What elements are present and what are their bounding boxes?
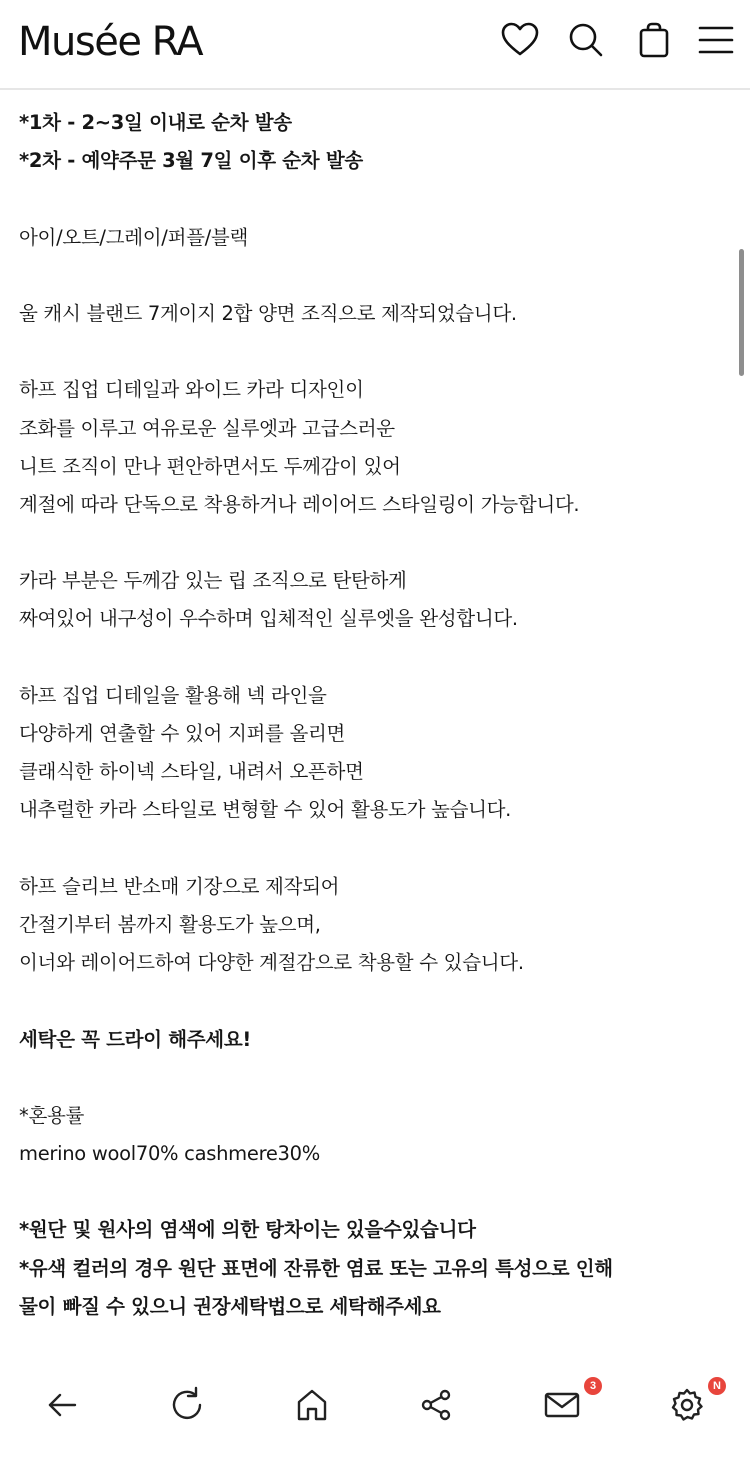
description-text <box>19 104 719 1326</box>
blank-line <box>19 524 719 562</box>
description-line: 하프 집업 디테일과 와이드 카라 디자인이 <box>19 378 364 402</box>
heart-icon[interactable] <box>500 20 540 60</box>
bottom-toolbar <box>0 1355 750 1465</box>
refresh-icon[interactable] <box>162 1380 212 1430</box>
description-line: 조화를 이루고 여유로운 실루엣과 고급스러운 <box>19 416 395 440</box>
blank-line <box>19 180 719 218</box>
description-line: 니트 조직이 만나 편안하면서도 두께감이 있어 <box>19 454 401 478</box>
search-icon[interactable] <box>566 20 606 60</box>
blank-line <box>19 333 719 371</box>
back-arrow-icon[interactable] <box>37 1380 87 1430</box>
mail-icon[interactable] <box>537 1380 587 1430</box>
description-line: 세탁은 꼭 드라이 해주세요! <box>19 1027 251 1051</box>
description-line: 울 캐시 블랜드 7게이지 2합 양면 조직으로 제작되었습니다. <box>19 301 517 325</box>
scrollbar[interactable] <box>739 249 744 376</box>
mail-badge: 3 <box>584 1377 602 1395</box>
description-line: 다양하게 연출할 수 있어 지퍼를 올리면 <box>19 722 346 745</box>
brand-logo[interactable]: Musée RA <box>18 19 203 65</box>
share-icon[interactable] <box>411 1380 461 1430</box>
description-line: 내추럴한 카라 스타일로 변형할 수 있어 활용도가 높습니다. <box>19 798 512 822</box>
description-line: 클래식한 하이넥 스타일, 내려서 오픈하면 <box>19 760 364 784</box>
shopping-bag-icon[interactable] <box>634 20 674 60</box>
description-line: 하프 슬리브 반소매 기장으로 제작되어 <box>19 874 340 898</box>
blank-line <box>19 1173 719 1211</box>
description-line: 카라 부분은 두께감 있는 립 조직으로 탄탄하게 <box>19 569 407 593</box>
blank-line <box>19 830 719 868</box>
settings-badge: N <box>708 1377 726 1395</box>
description-line: *1차 - 2~3일 이내로 순차 발송 <box>19 111 292 134</box>
description-line: *원단 및 원사의 염색에 의한 탕차이는 있을수있습니다 <box>19 1218 476 1242</box>
description-line: 계절에 따라 단독으로 착용하거나 레이어드 스타일링이 가능합니다. <box>19 492 580 516</box>
settings-icon[interactable] <box>662 1380 712 1430</box>
product-description <box>0 92 750 1354</box>
description-line: 이너와 레이어드하여 다양한 계절감으로 착용할 수 있습니다. <box>19 951 524 975</box>
description-line: 아이/오트/그레이/퍼플/블랙 <box>19 225 248 249</box>
blank-line <box>19 257 719 295</box>
description-line: 간절기부터 봄까지 활용도가 높으며, <box>19 912 321 936</box>
menu-icon[interactable] <box>696 20 736 60</box>
description-line: *2차 - 예약주문 3월 7일 이후 순차 발송 <box>19 149 363 173</box>
description-line: *혼용률 <box>19 1103 85 1127</box>
blank-line <box>19 982 719 1020</box>
app-header <box>0 0 750 90</box>
description-line: 하프 집업 디테일을 활용해 넥 라인을 <box>19 683 327 707</box>
home-icon[interactable] <box>287 1380 337 1430</box>
description-line: 짜여있어 내구성이 우수하며 입체적인 실루엣을 완성합니다. <box>19 607 518 631</box>
description-line: 물이 빠질 수 있으니 권장세탁법으로 세탁해주세요 <box>19 1294 441 1318</box>
blank-line <box>19 1059 719 1097</box>
description-line: merino wool70% cashmere30% <box>19 1142 320 1166</box>
blank-line <box>19 639 719 677</box>
description-line: *유색 컬러의 경우 원단 표면에 잔류한 염료 또는 고유의 특성으로 인해 <box>19 1256 613 1280</box>
